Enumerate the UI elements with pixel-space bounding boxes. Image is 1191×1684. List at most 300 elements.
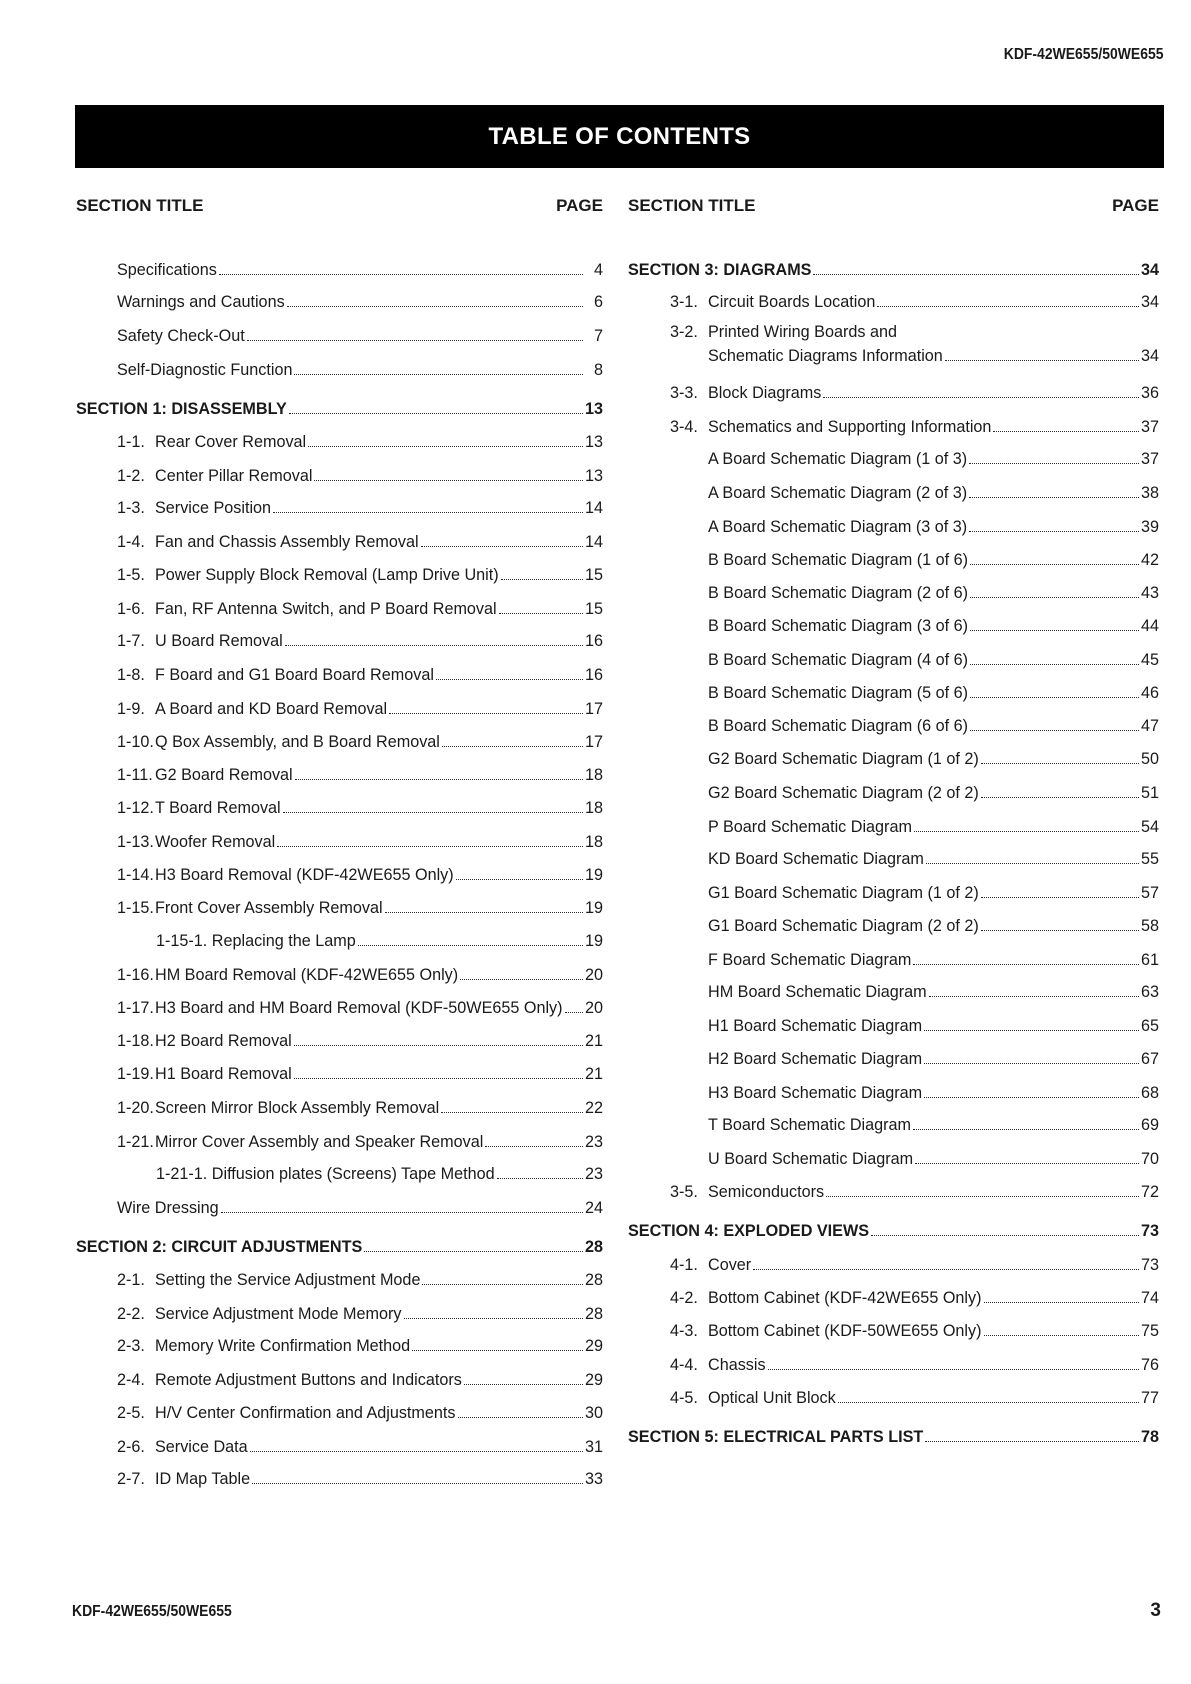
entry-number: 1-19. <box>117 1065 154 1084</box>
dot-leader <box>970 564 1139 565</box>
dot-leader <box>993 431 1139 432</box>
toc-entry <box>627 979 1159 1005</box>
dot-leader <box>823 397 1139 398</box>
toc-entry-line <box>708 1046 1159 1072</box>
entry-number: 1-9. <box>117 699 145 718</box>
toc-entry-line <box>708 814 1159 840</box>
toc-section-heading <box>75 1234 603 1260</box>
dot-leader <box>914 831 1139 832</box>
toc-entry <box>75 862 603 888</box>
entry-title: SECTION 1: DISASSEMBLY <box>76 399 287 418</box>
toc-entry-line <box>670 1285 1159 1311</box>
toc-entry-line <box>117 995 603 1021</box>
toc-entry <box>627 1352 1159 1378</box>
entry-number: 2-5. <box>117 1404 145 1423</box>
toc-entry <box>75 895 603 921</box>
entry-page: 70 <box>1140 1149 1159 1168</box>
toc-entry <box>75 1267 603 1293</box>
entry-page: 18 <box>584 832 603 851</box>
dot-leader <box>970 697 1139 698</box>
entry-page: 73 <box>1140 1256 1159 1275</box>
entry-page: 23 <box>584 1132 603 1151</box>
entry-page: 29 <box>584 1370 603 1389</box>
entry-title: Semiconductors <box>708 1183 825 1202</box>
dot-leader <box>915 1163 1139 1164</box>
toc-entry-line <box>117 1333 603 1359</box>
toc-entry <box>627 713 1159 739</box>
dot-leader <box>926 863 1139 864</box>
toc-entry-line <box>117 357 603 383</box>
entry-title: A Board Schematic Diagram (2 of 3) <box>708 484 968 503</box>
dot-leader <box>219 274 583 275</box>
entry-title: H2 Board Removal <box>155 1031 292 1050</box>
entry-page: 8 <box>593 360 603 379</box>
entry-page: 31 <box>584 1437 603 1456</box>
toc-entry <box>627 1318 1159 1344</box>
dot-leader <box>358 945 583 946</box>
entry-number: 1-14. <box>117 866 154 885</box>
entry-number: 2-7. <box>117 1470 145 1489</box>
entry-page: 51 <box>1140 783 1159 802</box>
toc-entry-line <box>117 1400 603 1426</box>
entry-page: 47 <box>1140 716 1159 735</box>
entry-page: 19 <box>584 866 603 885</box>
entry-title: Wire Dressing <box>117 1198 219 1217</box>
toc-entry-line <box>117 289 603 315</box>
dot-leader <box>250 1451 583 1452</box>
entry-title: H1 Board Removal <box>155 1065 292 1084</box>
toc-entry-line <box>117 962 603 988</box>
entry-title: Printed Wiring Boards and <box>708 322 897 341</box>
toc-entry <box>627 547 1159 573</box>
entry-title: G1 Board Schematic Diagram (1 of 2) <box>708 883 979 902</box>
entry-title: Warnings and Cautions <box>117 293 285 312</box>
toc-entry <box>627 647 1159 673</box>
dot-leader <box>464 1384 583 1385</box>
entry-title: Power Supply Block Removal (Lamp Drive Unit) <box>155 566 499 585</box>
dot-leader <box>945 360 1139 361</box>
entry-page: 37 <box>1140 450 1159 469</box>
toc-entry <box>627 846 1159 872</box>
toc-entry-line <box>117 495 603 521</box>
dot-leader <box>442 746 583 747</box>
entry-title: H/V Center Confirmation and Adjustments <box>155 1404 456 1423</box>
entry-title: Chassis <box>708 1355 766 1374</box>
toc-entry-line <box>117 628 603 654</box>
entry-title: B Board Schematic Diagram (1 of 6) <box>708 551 969 570</box>
entry-number: 1-11. <box>117 765 153 784</box>
header-model: KDF-42WE655/50WE655 <box>1003 46 1163 63</box>
entry-page: 19 <box>584 932 603 951</box>
entry-title: Mirror Cover Assembly and Speaker Removal <box>155 1132 484 1151</box>
entry-page: 33 <box>584 1470 603 1489</box>
toc-entry-line <box>670 289 1159 315</box>
entry-page: 61 <box>1140 950 1159 969</box>
toc-entry-line <box>670 1352 1159 1378</box>
entry-title: Screen Mirror Block Assembly Removal <box>155 1099 440 1118</box>
toc-entry <box>627 814 1159 840</box>
dot-leader <box>273 512 583 513</box>
entry-page: 13 <box>584 433 603 452</box>
toc-entry <box>627 746 1159 772</box>
entry-title: Service Data <box>155 1437 248 1456</box>
toc-section-heading <box>75 396 603 422</box>
toc-entry <box>75 323 603 349</box>
entry-page: 18 <box>584 765 603 784</box>
entry-number: 2-3. <box>117 1337 145 1356</box>
entry-title: Rear Cover Removal <box>155 433 307 452</box>
dot-leader <box>981 797 1139 798</box>
entry-title: Block Diagrams <box>708 384 822 403</box>
toc-entry <box>75 1061 603 1087</box>
toc-entry <box>627 880 1159 906</box>
entry-title: Bottom Cabinet (KDF-50WE655 Only) <box>708 1322 982 1341</box>
entry-number: 1-21. <box>117 1132 154 1151</box>
toc-entry-line <box>708 1013 1159 1039</box>
entry-page: 7 <box>593 327 603 346</box>
column-header <box>627 193 1159 219</box>
dot-leader <box>436 679 583 680</box>
toc-entry-line <box>708 1146 1159 1172</box>
dot-leader <box>753 1269 1139 1270</box>
dot-leader <box>501 579 583 580</box>
entry-title: Front Cover Assembly Removal <box>155 898 383 917</box>
entry-title: SECTION 2: CIRCUIT ADJUSTMENTS <box>76 1237 363 1256</box>
entry-number: 1-5. <box>117 566 145 585</box>
dot-leader <box>441 1112 583 1113</box>
dot-leader <box>456 879 583 880</box>
dot-leader <box>913 964 1139 965</box>
entry-page: 46 <box>1140 684 1159 703</box>
toc-entry-line <box>156 928 603 954</box>
dot-leader <box>314 480 583 481</box>
entry-number: 3-5. <box>670 1183 698 1202</box>
entry-page: 21 <box>584 1031 603 1050</box>
dot-leader <box>277 846 583 847</box>
entry-title: Center Pillar Removal <box>155 466 313 485</box>
toc-entry-line <box>708 647 1159 673</box>
entry-page: 17 <box>584 733 603 752</box>
entry-page: 67 <box>1140 1050 1159 1069</box>
footer-model: KDF-42WE655/50WE655 <box>72 1603 232 1620</box>
entry-page: 4 <box>593 261 603 279</box>
entry-title: H3 Board Schematic Diagram <box>708 1083 923 1102</box>
entry-number: 1-4. <box>117 532 145 551</box>
dot-leader <box>283 812 583 813</box>
entry-page: 14 <box>584 532 603 551</box>
toc-entry <box>627 947 1159 973</box>
toc-entry <box>75 1129 603 1155</box>
toc-section-heading <box>627 1218 1159 1244</box>
toc-entry <box>627 1046 1159 1072</box>
entry-page: 19 <box>584 898 603 917</box>
entry-title: T Board Removal <box>155 799 281 818</box>
entry-page: 55 <box>1140 850 1159 868</box>
dot-leader <box>969 497 1139 498</box>
toc-entry <box>627 1146 1159 1172</box>
toc-entry <box>75 662 603 688</box>
toc-entry <box>670 320 1159 368</box>
entry-page: 76 <box>1140 1355 1159 1374</box>
entry-page: 50 <box>1140 750 1159 769</box>
entry-title: H3 Board Removal (KDF-42WE655 Only) <box>155 866 454 885</box>
toc-entry-line <box>117 463 603 489</box>
toc-section-heading <box>627 257 1159 283</box>
entry-title: Fan, RF Antenna Switch, and P Board Removal <box>155 599 497 618</box>
dot-leader <box>929 996 1139 997</box>
toc-entry <box>75 1400 603 1426</box>
dot-leader <box>485 1146 583 1147</box>
toc-entry <box>75 1195 603 1221</box>
dot-leader <box>389 713 583 714</box>
entry-page: 77 <box>1140 1389 1159 1408</box>
dot-leader <box>308 446 583 447</box>
toc-entry-line <box>117 895 603 921</box>
entry-title: A Board Schematic Diagram (1 of 3) <box>708 450 968 469</box>
toc-entry-line <box>670 1318 1159 1344</box>
entry-page: 16 <box>584 632 603 651</box>
entry-number: 4-3. <box>670 1322 698 1341</box>
toc-entry-line <box>117 257 603 283</box>
entry-title: H1 Board Schematic Diagram <box>708 1016 923 1035</box>
entry-number: 1-3. <box>117 499 145 518</box>
dot-leader <box>924 1097 1139 1098</box>
entry-title-continued: Schematic Diagrams Information <box>708 346 943 365</box>
entry-title: H2 Board Schematic Diagram <box>708 1050 923 1069</box>
page-number: 3 <box>1150 1600 1161 1621</box>
toc-entry <box>75 1028 603 1054</box>
dot-leader <box>970 664 1139 665</box>
entry-page: 29 <box>584 1337 603 1356</box>
entry-title: H3 Board and HM Board Removal (KDF-50WE655 Only) <box>155 999 563 1018</box>
dot-leader <box>984 1302 1139 1303</box>
entry-title: Cover <box>708 1256 752 1275</box>
entry-page: 57 <box>1140 883 1159 902</box>
entry-page: 18 <box>584 799 603 818</box>
toc-entry-line <box>117 696 603 722</box>
toc-entry-line <box>708 680 1159 706</box>
section-title-header: SECTION TITLE <box>76 196 204 215</box>
dot-leader <box>877 306 1139 307</box>
toc-entry <box>75 1301 603 1327</box>
entry-page: 28 <box>584 1271 603 1290</box>
dot-leader <box>913 1129 1139 1130</box>
entry-title: P Board Schematic Diagram <box>708 817 912 836</box>
toc-entry <box>75 1095 603 1121</box>
entry-title: U Board Removal <box>155 632 283 651</box>
entry-title: Specifications <box>117 261 217 279</box>
toc-entry-line <box>708 1080 1159 1106</box>
dot-leader <box>826 1196 1139 1197</box>
toc-right-column <box>627 193 1159 1447</box>
entry-page: 16 <box>584 665 603 684</box>
toc-entry <box>627 913 1159 939</box>
toc-entry-line <box>117 762 603 788</box>
toc-entry-line <box>670 414 1159 440</box>
entry-title: Schematics and Supporting Information <box>708 417 992 436</box>
toc-entry-line <box>628 1424 1159 1450</box>
entry-page: 34 <box>1140 346 1159 365</box>
toc-entry-line <box>708 780 1159 806</box>
toc-entry <box>75 729 603 755</box>
entry-page: 21 <box>584 1065 603 1084</box>
entry-title: A Board Schematic Diagram (3 of 3) <box>708 517 968 536</box>
toc-entry-line <box>670 320 1159 344</box>
entry-number: 1-20. <box>117 1099 154 1118</box>
dot-leader <box>422 1284 583 1285</box>
entry-page: 6 <box>593 293 603 312</box>
toc-entry <box>75 289 603 315</box>
toc-entry <box>627 1252 1159 1278</box>
dot-leader <box>294 1045 583 1046</box>
toc-entry-line <box>670 380 1159 406</box>
dot-leader <box>289 413 583 414</box>
toc-entry-line <box>117 862 603 888</box>
entry-title: 1-21-1. Diffusion plates (Screens) Tape Method <box>156 1165 495 1184</box>
toc-entry <box>75 995 603 1021</box>
entry-title: T Board Schematic Diagram <box>708 1116 912 1135</box>
entry-page: 34 <box>1140 293 1159 312</box>
entry-title: Bottom Cabinet (KDF-42WE655 Only) <box>708 1288 982 1307</box>
dot-leader <box>287 306 583 307</box>
dot-leader <box>421 546 583 547</box>
toc-entry-line <box>708 713 1159 739</box>
dot-leader <box>970 597 1139 598</box>
entry-page: 45 <box>1140 650 1159 669</box>
dot-leader <box>497 1178 583 1179</box>
toc-entry-line <box>117 1434 603 1460</box>
dot-leader <box>294 374 583 375</box>
entry-page: 65 <box>1140 1016 1159 1035</box>
entry-page: 36 <box>1140 384 1159 403</box>
toc-entry-line <box>76 396 603 422</box>
toc-entry <box>627 780 1159 806</box>
toc-entry <box>75 357 603 383</box>
entry-number: 1-6. <box>117 599 145 618</box>
entry-title: SECTION 5: ELECTRICAL PARTS LIST <box>628 1428 924 1447</box>
toc-entry-line <box>708 480 1159 506</box>
toc-entry <box>627 414 1159 440</box>
toc-entry <box>627 1013 1159 1039</box>
toc-entry <box>75 829 603 855</box>
entry-title: F Board and G1 Board Board Removal <box>155 665 434 684</box>
dot-leader <box>294 1078 583 1079</box>
entry-number: 1-12. <box>117 799 154 818</box>
dot-leader <box>565 1012 583 1013</box>
entry-title: B Board Schematic Diagram (6 of 6) <box>708 716 969 735</box>
dot-leader <box>768 1369 1139 1370</box>
toc-entry <box>75 1367 603 1393</box>
entry-page: 34 <box>1140 261 1159 279</box>
entry-number: 4-1. <box>670 1256 698 1275</box>
toc-entry <box>627 1385 1159 1411</box>
dot-leader <box>385 912 583 913</box>
toc-entry-line <box>117 1028 603 1054</box>
dot-leader <box>970 730 1139 731</box>
toc-entry <box>75 1333 603 1359</box>
entry-title: Q Box Assembly, and B Board Removal <box>155 733 440 752</box>
entry-title: Optical Unit Block <box>708 1389 836 1408</box>
toc-entry <box>627 680 1159 706</box>
toc-entry-line <box>117 1267 603 1293</box>
toc-entry-line <box>156 1161 603 1187</box>
entry-page: 13 <box>584 399 603 418</box>
toc-entry <box>627 1285 1159 1311</box>
toc-entry <box>75 696 603 722</box>
toc-entry-line <box>117 562 603 588</box>
entry-number: 2-1. <box>117 1271 145 1290</box>
toc-entry-line <box>76 1234 603 1260</box>
entry-title: B Board Schematic Diagram (2 of 6) <box>708 583 969 602</box>
toc-entry <box>75 429 603 455</box>
toc-entry <box>75 529 603 555</box>
toc-entry <box>75 596 603 622</box>
toc-section-heading <box>627 1424 1159 1450</box>
page-title: TABLE OF CONTENTS <box>75 105 1164 168</box>
toc-entry-line <box>117 1301 603 1327</box>
entry-title: KD Board Schematic Diagram <box>708 850 924 868</box>
entry-number: 1-16. <box>117 965 154 984</box>
toc-entry <box>75 762 603 788</box>
toc-entry <box>75 628 603 654</box>
toc-entry-line <box>117 729 603 755</box>
toc-entry-line <box>117 829 603 855</box>
toc-entry-line <box>670 1252 1159 1278</box>
toc-entry <box>627 1179 1159 1205</box>
page-header: PAGE <box>556 196 603 215</box>
entry-page: 17 <box>584 699 603 718</box>
entry-number: 2-4. <box>117 1370 145 1389</box>
toc-entry-line <box>708 547 1159 573</box>
toc-entry <box>75 562 603 588</box>
toc-entry-line <box>117 596 603 622</box>
dot-leader <box>364 1251 583 1252</box>
dot-leader <box>412 1350 583 1351</box>
toc-entry-line <box>117 1095 603 1121</box>
entry-page: 75 <box>1140 1322 1159 1341</box>
entry-page: 30 <box>584 1404 603 1423</box>
toc-entry <box>75 257 603 283</box>
toc-entry <box>627 289 1159 315</box>
entry-number: 1-1. <box>117 433 145 452</box>
dot-leader <box>285 645 583 646</box>
entry-number: 4-4. <box>670 1355 698 1374</box>
dot-leader <box>981 930 1139 931</box>
entry-number: 3-4. <box>670 417 698 436</box>
toc-entry <box>627 613 1159 639</box>
entry-title: Service Adjustment Mode Memory <box>155 1304 402 1323</box>
entry-title: B Board Schematic Diagram (3 of 6) <box>708 617 969 636</box>
dot-leader <box>813 274 1139 275</box>
entry-title: U Board Schematic Diagram <box>708 1149 914 1168</box>
toc-entry <box>75 1434 603 1460</box>
entry-title: G2 Board Schematic Diagram (2 of 2) <box>708 783 979 802</box>
dot-leader <box>969 531 1139 532</box>
entry-page: 22 <box>584 1099 603 1118</box>
entry-page: 14 <box>584 499 603 518</box>
toc-entry <box>627 514 1159 540</box>
entry-number: 4-2. <box>670 1288 698 1307</box>
page-header: PAGE <box>1112 196 1159 215</box>
entry-title: HM Board Schematic Diagram <box>708 983 927 1002</box>
dot-leader <box>458 1417 583 1418</box>
toc-entry <box>75 463 603 489</box>
entry-page: 23 <box>584 1165 603 1184</box>
dot-leader <box>969 463 1139 464</box>
toc-entry-line <box>708 446 1159 472</box>
toc-left-column <box>75 193 603 1489</box>
entry-page: 68 <box>1140 1083 1159 1102</box>
